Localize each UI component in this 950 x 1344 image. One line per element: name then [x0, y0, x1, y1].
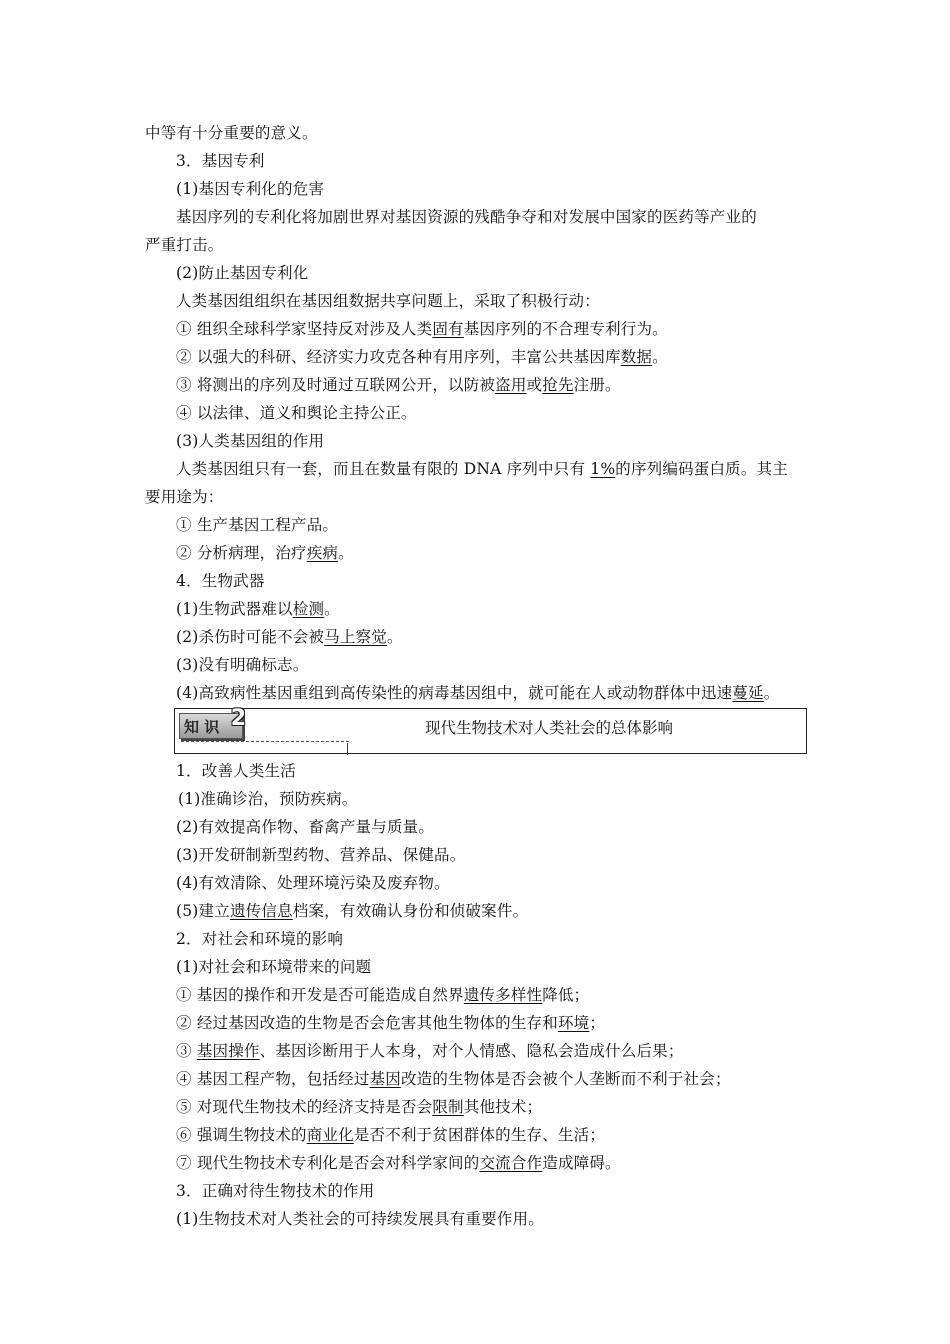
text-segment: 改造的生物体是否会被个人垄断而不利于社会；	[400, 1070, 731, 1088]
text-line	[176, 956, 810, 978]
text-segment: (4)有效清除、处理环境污染及废弃物。	[176, 874, 450, 892]
text-segment: ① 生产基因工程产品。	[176, 516, 339, 534]
underlined-term: 基因	[369, 1070, 401, 1088]
text-segment: ；	[589, 1014, 606, 1032]
text-segment: 中等有十分重要的意义。	[145, 124, 318, 142]
text-line	[176, 1208, 810, 1230]
text-segment: ① 组织全球科学家坚持反对涉及人类	[176, 320, 433, 338]
knowledge-badge	[179, 706, 246, 739]
text-line	[176, 430, 810, 452]
text-segment: (1)对社会和环境带来的问题	[176, 958, 372, 976]
text-segment: 。	[338, 544, 354, 562]
text-segment: (2)杀伤时可能不会被	[176, 628, 325, 646]
text-line	[176, 178, 810, 200]
underlined-term: 检测	[292, 600, 325, 618]
text-line	[176, 900, 810, 922]
text-segment: 或	[526, 376, 543, 394]
text-line	[176, 682, 810, 704]
text-segment: (4)高致病性基因重组到高传染性的病毒基因组中，就可能在人或动物群体中迅速	[176, 684, 733, 702]
text-segment: (1)准确诊治，预防疾病。	[178, 790, 358, 808]
text-line	[178, 788, 810, 810]
text-line	[145, 486, 810, 508]
text-segment: ③	[176, 1042, 197, 1060]
text-line	[176, 570, 810, 592]
text-line	[176, 1096, 810, 1118]
text-line	[176, 150, 810, 172]
text-segment: ① 基因的操作和开发是否可能造成自然界	[176, 986, 464, 1004]
text-segment: (1)生物技术对人类社会的可持续发展具有重要作用。	[176, 1210, 544, 1228]
text-segment: 注册。	[573, 376, 621, 394]
text-segment: ② 经过基因改造的生物是否会危害其他生物体的生存和	[176, 1014, 558, 1032]
section-title: 现代生物技术对人类社会的总体影响	[425, 719, 674, 737]
text-segment: 严重打击。	[145, 236, 224, 254]
text-segment: ③ 将测出的序列及时通过互联网公开，以防被	[176, 376, 496, 394]
dotted-divider	[181, 741, 349, 742]
badge-label: 知 识	[184, 718, 220, 736]
text-segment: (3)开发研制新型药物、营养品、保健品。	[176, 846, 466, 864]
text-line	[176, 514, 810, 536]
text-segment: 3．正确对待生物技术的作用	[176, 1182, 375, 1200]
text-segment: 档案，有效确认身份和侦破案件。	[292, 902, 529, 920]
text-segment: 造成障碍。	[542, 1154, 621, 1172]
text-line	[176, 984, 810, 1006]
text-segment: ④ 基因工程产物，包括经过	[176, 1070, 370, 1088]
underlined-term: 1%	[590, 460, 616, 478]
text-segment: (5)建立	[176, 902, 230, 920]
text-line	[176, 1012, 810, 1034]
underlined-term: 遗传信息	[229, 902, 293, 920]
underlined-term: 遗传多样性	[463, 986, 543, 1004]
text-line	[176, 346, 810, 368]
text-line	[145, 122, 810, 144]
underlined-term: 固有	[432, 320, 464, 338]
text-line	[176, 872, 810, 894]
text-segment: (2)有效提高作物、畜禽产量与质量。	[176, 818, 435, 836]
text-segment: 要用途为：	[145, 488, 224, 506]
text-segment: 其他技术；	[463, 1098, 543, 1116]
text-line	[176, 1124, 810, 1146]
text-line	[176, 844, 810, 866]
text-segment: (1)基因专利化的危害	[176, 180, 325, 198]
text-line	[176, 654, 810, 676]
text-segment: 。	[386, 628, 403, 646]
text-segment: (3)没有明确标志。	[176, 656, 309, 674]
text-segment: ② 以强大的科研、经济实力攻克各种有用序列，丰富公共基因库	[176, 348, 621, 366]
underlined-term: 数据	[620, 348, 653, 366]
text-segment: 2．对社会和环境的影响	[176, 930, 344, 948]
divider-tick	[347, 743, 348, 755]
underlined-term: 环境	[557, 1014, 590, 1032]
underlined-term: 交流合作	[479, 1154, 543, 1172]
text-segment: 的序列编码蛋白质。其主	[615, 460, 788, 478]
underlined-term: 盗用	[495, 376, 527, 394]
text-line	[176, 1180, 810, 1202]
text-line	[176, 626, 810, 648]
underlined-term: 马上察觉	[324, 628, 387, 646]
text-segment: (3)人类基因组的作用	[176, 432, 325, 450]
badge-number: 2	[230, 706, 246, 731]
text-segment: 降低；	[542, 986, 590, 1004]
text-line	[176, 928, 810, 950]
text-line	[176, 458, 810, 480]
text-segment: 3．基因专利	[176, 152, 265, 170]
text-segment: ② 分析病理，治疗	[176, 544, 307, 562]
text-line	[176, 402, 810, 424]
underlined-term: 疾病	[306, 544, 339, 562]
text-segment: 人类基因组组织在基因组数据共享问题上，采取了积极行动：	[176, 292, 600, 310]
section-banner	[174, 708, 807, 754]
underlined-term: 限制	[432, 1098, 464, 1116]
text-segment: ⑦ 现代生物技术专利化是否会对科学家间的	[176, 1154, 480, 1172]
text-segment: 4．生物武器	[176, 572, 265, 590]
text-line	[176, 206, 810, 228]
underlined-term: 抢先	[542, 376, 574, 394]
text-segment: 、基因诊断用于人本身，对个人情感、隐私会造成什么后果；	[259, 1042, 684, 1060]
underlined-term: 商业化	[306, 1126, 354, 1144]
text-segment: ④ 以法律、道义和舆论主持公正。	[176, 404, 417, 422]
text-segment: (1)生物武器难以	[176, 600, 293, 618]
text-line	[176, 598, 810, 620]
text-segment: (2)防止基因专利化	[176, 264, 309, 282]
underlined-term: 基因操作	[196, 1042, 260, 1060]
text-line	[176, 816, 810, 838]
text-line	[176, 1040, 810, 1062]
text-segment: ⑥ 强调生物技术的	[176, 1126, 307, 1144]
text-line	[176, 1152, 810, 1174]
text-segment: 。	[652, 348, 668, 366]
text-segment: 基因序列的不合理专利行为。	[463, 320, 668, 338]
text-segment: 。	[324, 600, 340, 618]
text-segment: 1．改善人类生活	[176, 762, 296, 780]
text-line	[176, 262, 810, 284]
text-line	[176, 542, 810, 564]
text-line	[176, 374, 810, 396]
text-segment: 是否不利于贫困群体的生存、生活；	[353, 1126, 606, 1144]
text-segment: 人类基因组只有一套，而且在数量有限的 DNA 序列中只有	[176, 460, 591, 478]
text-line	[176, 760, 810, 782]
underlined-term: 蔓延	[732, 684, 764, 702]
text-segment: 。	[763, 684, 780, 702]
text-line	[145, 234, 810, 256]
text-segment: 基因序列的专利化将加剧世界对基因资源的残酷争夺和对发展中国家的医药等产业的	[176, 208, 757, 226]
text-segment: ⑤ 对现代生物技术的经济支持是否会	[176, 1098, 433, 1116]
text-line	[176, 1068, 810, 1090]
text-line	[176, 290, 810, 312]
text-line	[176, 318, 810, 340]
